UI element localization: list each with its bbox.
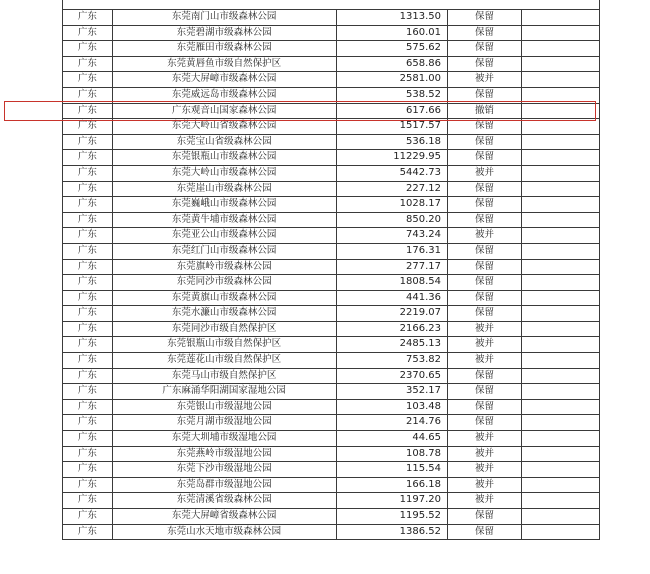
status-cell: 被并 <box>447 477 521 493</box>
area-cell: 538.52 <box>336 87 447 103</box>
name-cell: 东莞马山市级自然保护区 <box>112 368 336 384</box>
table-row <box>63 119 600 135</box>
status-cell: 保留 <box>447 399 521 415</box>
area-cell: 1808.54 <box>336 275 447 291</box>
empty-cell <box>521 10 599 26</box>
table-row <box>63 415 600 431</box>
empty-cell <box>521 119 599 135</box>
area-cell: 2166.23 <box>336 321 447 337</box>
name-cell: 东莞大岭山市级森林公园 <box>112 165 336 181</box>
status-cell: 被并 <box>447 462 521 478</box>
protected-areas-table <box>62 9 600 540</box>
area-cell: 176.31 <box>336 243 447 259</box>
status-cell: 保留 <box>447 243 521 259</box>
province-cell: 广东 <box>63 134 113 150</box>
empty-cell <box>521 493 599 509</box>
province-cell: 广东 <box>63 431 113 447</box>
status-cell: 被并 <box>447 493 521 509</box>
table-top-edge <box>62 0 600 9</box>
area-cell: 2370.65 <box>336 368 447 384</box>
area-cell: 115.54 <box>336 462 447 478</box>
table-row <box>63 10 600 26</box>
name-cell: 东莞莲花山市级自然保护区 <box>112 353 336 369</box>
name-cell: 东莞水濂山市级森林公园 <box>112 306 336 322</box>
status-cell: 保留 <box>447 41 521 57</box>
empty-cell <box>521 431 599 447</box>
name-cell: 东莞崖山市级森林公园 <box>112 181 336 197</box>
empty-cell <box>521 87 599 103</box>
table-row <box>63 321 600 337</box>
province-cell: 广东 <box>63 321 113 337</box>
table-row <box>63 275 600 291</box>
empty-cell <box>521 212 599 228</box>
name-cell: 东莞下沙市级湿地公园 <box>112 462 336 478</box>
province-cell: 广东 <box>63 25 113 41</box>
status-cell: 保留 <box>447 212 521 228</box>
table-row <box>63 384 600 400</box>
name-cell: 东莞银瓶山市级自然保护区 <box>112 337 336 353</box>
province-cell: 广东 <box>63 103 113 119</box>
status-cell: 被并 <box>447 321 521 337</box>
status-cell: 保留 <box>447 368 521 384</box>
name-cell: 东莞黄唇鱼市级自然保护区 <box>112 56 336 72</box>
status-cell: 被并 <box>447 337 521 353</box>
document-page <box>62 9 600 569</box>
province-cell: 广东 <box>63 384 113 400</box>
empty-cell <box>521 197 599 213</box>
table-row <box>63 212 600 228</box>
table-row <box>63 399 600 415</box>
table-row <box>63 477 600 493</box>
province-cell: 广东 <box>63 509 113 525</box>
area-cell: 2581.00 <box>336 72 447 88</box>
status-cell: 被并 <box>447 353 521 369</box>
table-row <box>63 524 600 540</box>
table-row <box>63 493 600 509</box>
province-cell: 广东 <box>63 524 113 540</box>
province-cell: 广东 <box>63 399 113 415</box>
area-cell: 1197.20 <box>336 493 447 509</box>
table-row <box>63 181 600 197</box>
empty-cell <box>521 321 599 337</box>
area-cell: 2219.07 <box>336 306 447 322</box>
name-cell: 东莞清溪省级森林公园 <box>112 493 336 509</box>
area-cell: 166.18 <box>336 477 447 493</box>
area-cell: 536.18 <box>336 134 447 150</box>
province-cell: 广东 <box>63 493 113 509</box>
table-row <box>63 228 600 244</box>
status-cell: 保留 <box>447 306 521 322</box>
province-cell: 广东 <box>63 462 113 478</box>
empty-cell <box>521 353 599 369</box>
table-row <box>63 165 600 181</box>
empty-cell <box>521 56 599 72</box>
table-row <box>63 259 600 275</box>
name-cell: 东莞山水天地市级森林公园 <box>112 524 336 540</box>
empty-cell <box>521 41 599 57</box>
status-cell: 保留 <box>447 10 521 26</box>
empty-cell <box>521 165 599 181</box>
province-cell: 广东 <box>63 290 113 306</box>
empty-cell <box>521 228 599 244</box>
area-cell: 441.36 <box>336 290 447 306</box>
name-cell: 东莞大岭山省级森林公园 <box>112 119 336 135</box>
table-row <box>63 103 600 119</box>
status-cell: 保留 <box>447 290 521 306</box>
status-cell: 保留 <box>447 87 521 103</box>
name-cell: 东莞红门山市级森林公园 <box>112 243 336 259</box>
province-cell: 广东 <box>63 87 113 103</box>
status-cell: 保留 <box>447 181 521 197</box>
name-cell: 东莞大圳埔市级湿地公园 <box>112 431 336 447</box>
area-cell: 850.20 <box>336 212 447 228</box>
name-cell: 东莞大屏嶂省级森林公园 <box>112 509 336 525</box>
area-cell: 743.24 <box>336 228 447 244</box>
province-cell: 广东 <box>63 41 113 57</box>
area-cell: 1195.52 <box>336 509 447 525</box>
area-cell: 160.01 <box>336 25 447 41</box>
status-cell: 保留 <box>447 384 521 400</box>
empty-cell <box>521 259 599 275</box>
name-cell: 东莞月湖市级湿地公园 <box>112 415 336 431</box>
area-cell: 44.65 <box>336 431 447 447</box>
area-cell: 108.78 <box>336 446 447 462</box>
status-cell: 保留 <box>447 25 521 41</box>
empty-cell <box>521 181 599 197</box>
province-cell: 广东 <box>63 306 113 322</box>
area-cell: 352.17 <box>336 384 447 400</box>
name-cell: 东莞岛群市级湿地公园 <box>112 477 336 493</box>
empty-cell <box>521 368 599 384</box>
area-cell: 227.12 <box>336 181 447 197</box>
empty-cell <box>521 290 599 306</box>
table-row <box>63 134 600 150</box>
province-cell: 广东 <box>63 197 113 213</box>
table-row <box>63 431 600 447</box>
area-cell: 277.17 <box>336 259 447 275</box>
province-cell: 广东 <box>63 228 113 244</box>
empty-cell <box>521 446 599 462</box>
table-row <box>63 41 600 57</box>
table-row <box>63 337 600 353</box>
province-cell: 广东 <box>63 72 113 88</box>
province-cell: 广东 <box>63 353 113 369</box>
status-cell: 被并 <box>447 72 521 88</box>
province-cell: 广东 <box>63 446 113 462</box>
status-cell: 被并 <box>447 165 521 181</box>
name-cell: 东莞旗岭市级森林公园 <box>112 259 336 275</box>
province-cell: 广东 <box>63 259 113 275</box>
province-cell: 广东 <box>63 119 113 135</box>
name-cell: 东莞黄旗山市级森林公园 <box>112 290 336 306</box>
table-row <box>63 150 600 166</box>
status-cell: 被并 <box>447 431 521 447</box>
name-cell: 东莞南门山市级森林公园 <box>112 10 336 26</box>
empty-cell <box>521 524 599 540</box>
name-cell: 东莞同沙市级自然保护区 <box>112 321 336 337</box>
area-cell: 1386.52 <box>336 524 447 540</box>
empty-cell <box>521 337 599 353</box>
area-cell: 2485.13 <box>336 337 447 353</box>
area-cell: 1028.17 <box>336 197 447 213</box>
name-cell: 广东观音山国家森林公园 <box>112 103 336 119</box>
name-cell: 东莞巍峨山市级森林公园 <box>112 197 336 213</box>
empty-cell <box>521 399 599 415</box>
name-cell: 东莞亚公山市级森林公园 <box>112 228 336 244</box>
status-cell: 撤销 <box>447 103 521 119</box>
empty-cell <box>521 243 599 259</box>
name-cell: 东莞宝山省级森林公园 <box>112 134 336 150</box>
empty-cell <box>521 306 599 322</box>
status-cell: 保留 <box>447 197 521 213</box>
area-cell: 103.48 <box>336 399 447 415</box>
status-cell: 保留 <box>447 509 521 525</box>
province-cell: 广东 <box>63 275 113 291</box>
empty-cell <box>521 134 599 150</box>
name-cell: 东莞大屏嶂市级森林公园 <box>112 72 336 88</box>
province-cell: 广东 <box>63 368 113 384</box>
area-cell: 214.76 <box>336 415 447 431</box>
status-cell: 保留 <box>447 524 521 540</box>
province-cell: 广东 <box>63 181 113 197</box>
province-cell: 广东 <box>63 56 113 72</box>
name-cell: 东莞同沙市级森林公园 <box>112 275 336 291</box>
name-cell: 东莞威远岛市级森林公园 <box>112 87 336 103</box>
empty-cell <box>521 477 599 493</box>
table-row <box>63 462 600 478</box>
status-cell: 保留 <box>447 134 521 150</box>
table-row <box>63 197 600 213</box>
province-cell: 广东 <box>63 165 113 181</box>
area-cell: 753.82 <box>336 353 447 369</box>
province-cell: 广东 <box>63 415 113 431</box>
area-cell: 617.66 <box>336 103 447 119</box>
name-cell: 东莞银瓶山市级森林公园 <box>112 150 336 166</box>
status-cell: 保留 <box>447 259 521 275</box>
empty-cell <box>521 25 599 41</box>
empty-cell <box>521 384 599 400</box>
status-cell: 保留 <box>447 150 521 166</box>
empty-cell <box>521 275 599 291</box>
province-cell: 广东 <box>63 150 113 166</box>
table-row <box>63 56 600 72</box>
name-cell: 东莞碧湖市级森林公园 <box>112 25 336 41</box>
empty-cell <box>521 103 599 119</box>
status-cell: 被并 <box>447 228 521 244</box>
status-cell: 保留 <box>447 119 521 135</box>
province-cell: 广东 <box>63 337 113 353</box>
table-row <box>63 87 600 103</box>
status-cell: 保留 <box>447 415 521 431</box>
province-cell: 广东 <box>63 212 113 228</box>
name-cell: 东莞雁田市级森林公园 <box>112 41 336 57</box>
status-cell: 被并 <box>447 446 521 462</box>
name-cell: 东莞银山市级湿地公园 <box>112 399 336 415</box>
status-cell: 保留 <box>447 56 521 72</box>
status-cell: 保留 <box>447 275 521 291</box>
area-cell: 1313.50 <box>336 10 447 26</box>
empty-cell <box>521 150 599 166</box>
name-cell: 东莞燕岭市级湿地公园 <box>112 446 336 462</box>
table-body <box>63 10 600 540</box>
area-cell: 658.86 <box>336 56 447 72</box>
table-row <box>63 243 600 259</box>
empty-cell <box>521 415 599 431</box>
table-row <box>63 353 600 369</box>
province-cell: 广东 <box>63 477 113 493</box>
table-row <box>63 368 600 384</box>
empty-cell <box>521 462 599 478</box>
area-cell: 11229.95 <box>336 150 447 166</box>
empty-cell <box>521 509 599 525</box>
province-cell: 广东 <box>63 243 113 259</box>
table-row <box>63 290 600 306</box>
area-cell: 1517.57 <box>336 119 447 135</box>
name-cell: 广东麻涌华阳湖国家湿地公园 <box>112 384 336 400</box>
table-row <box>63 72 600 88</box>
area-cell: 5442.73 <box>336 165 447 181</box>
empty-cell <box>521 72 599 88</box>
table-row <box>63 306 600 322</box>
province-cell: 广东 <box>63 10 113 26</box>
table-row <box>63 509 600 525</box>
area-cell: 575.62 <box>336 41 447 57</box>
table-row <box>63 25 600 41</box>
table-row <box>63 446 600 462</box>
name-cell: 东莞黄牛埔市级森林公园 <box>112 212 336 228</box>
